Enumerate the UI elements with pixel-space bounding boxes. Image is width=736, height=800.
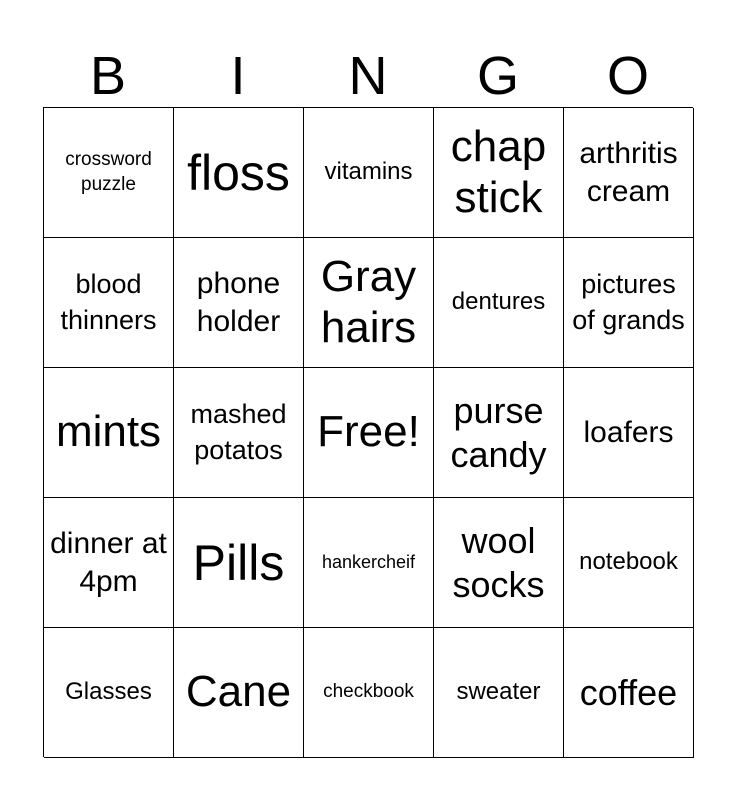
bingo-cell[interactable]: wool socks xyxy=(434,498,564,628)
header-letter-g: G xyxy=(476,46,519,106)
bingo-board xyxy=(43,107,693,757)
bingo-cell[interactable]: blood thinners xyxy=(44,238,174,368)
bingo-cell[interactable]: checkbook xyxy=(304,628,434,758)
free-space[interactable]: Free! xyxy=(304,368,434,498)
bingo-cell[interactable]: purse candy xyxy=(434,368,564,498)
bingo-cell[interactable]: dinner at 4pm xyxy=(44,498,174,628)
bingo-cell[interactable]: hankercheif xyxy=(304,498,434,628)
header-letter-o: O xyxy=(606,46,649,106)
bingo-header xyxy=(43,44,693,108)
bingo-cell[interactable]: loafers xyxy=(564,368,694,498)
header-letter-i: I xyxy=(230,46,246,106)
bingo-cell[interactable]: mints xyxy=(44,368,174,498)
bingo-cell[interactable]: Glasses xyxy=(44,628,174,758)
bingo-cell[interactable]: pictures of grands xyxy=(564,238,694,368)
header-letter-b: B xyxy=(89,46,127,106)
bingo-cell[interactable]: notebook xyxy=(564,498,694,628)
header-letter-n: N xyxy=(348,46,388,106)
bingo-cell[interactable]: coffee xyxy=(564,628,694,758)
bingo-cell[interactable]: Gray hairs xyxy=(304,238,434,368)
bingo-cell[interactable]: floss xyxy=(174,108,304,238)
bingo-cell[interactable]: crossword puzzle xyxy=(44,108,174,238)
bingo-cell[interactable]: sweater xyxy=(434,628,564,758)
bingo-cell[interactable]: chap stick xyxy=(434,108,564,238)
bingo-cell[interactable]: mashed potatos xyxy=(174,368,304,498)
bingo-cell[interactable]: dentures xyxy=(434,238,564,368)
bingo-cell[interactable]: vitamins xyxy=(304,108,434,238)
bingo-cell[interactable]: arthritis cream xyxy=(564,108,694,238)
bingo-cell[interactable]: phone holder xyxy=(174,238,304,368)
bingo-cell[interactable]: Pills xyxy=(174,498,304,628)
bingo-cell[interactable]: Cane xyxy=(174,628,304,758)
